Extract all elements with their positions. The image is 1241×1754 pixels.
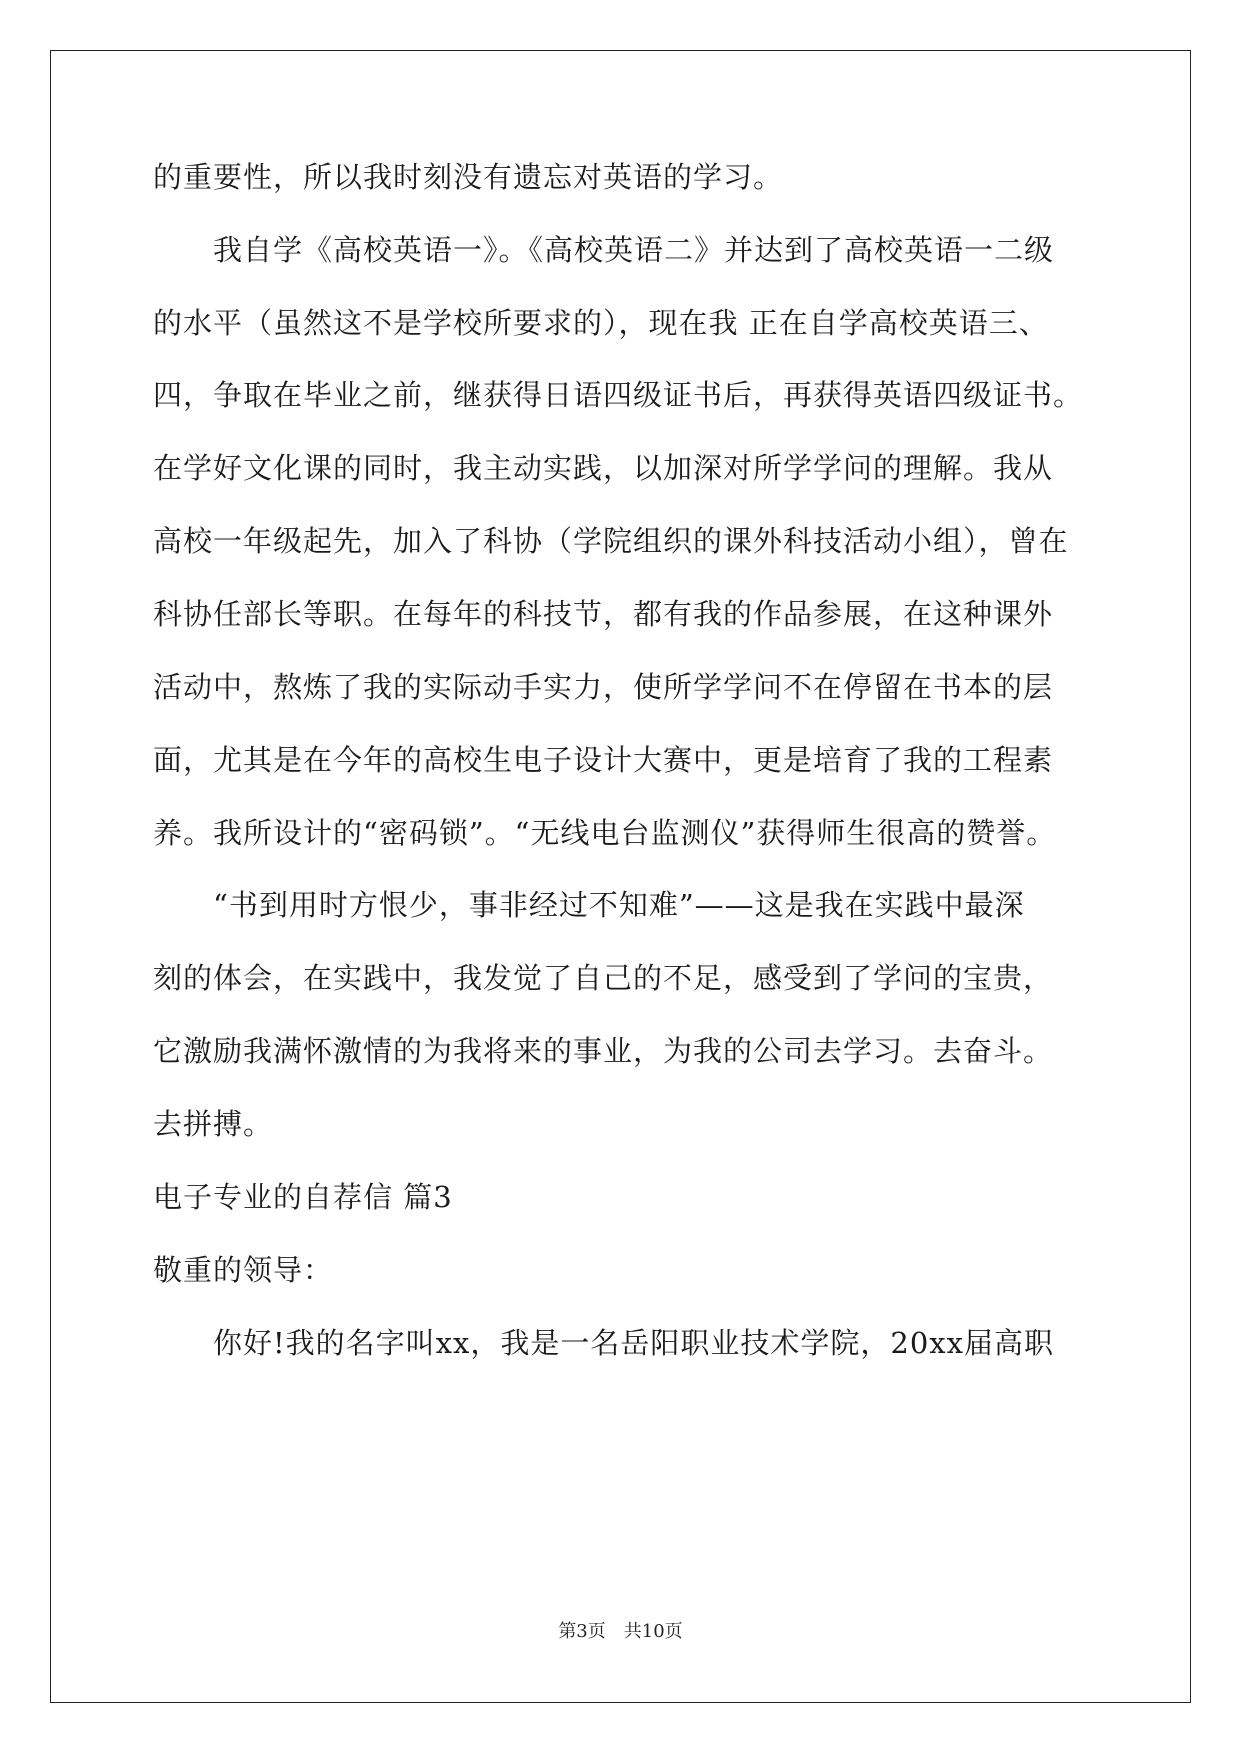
text-line: 的水平（虽然这不是学校所要求的），现在我 正在自学高校英语三、 [153, 306, 1049, 340]
text-line: “书到用时方恨少，事非经过不知难”——这是我在实践中最深 [213, 888, 1025, 922]
text-line: 的重要性，所以我时刻没有遗忘对英语的学习。 [153, 160, 784, 194]
text-line: 在学好文化课的同时，我主动实践，以加深对所学学问的理解。我从 [153, 451, 1054, 485]
text-line: 养。我所设计的“密码锁”。“无线电台监测仪”获得师生很高的赞誉。 [153, 816, 1057, 850]
text-line: 科协任部长等职。在每年的科技节，都有我的作品参展，在这种课外 [153, 597, 1054, 631]
text-line: 面，尤其是在今年的高校生电子设计大赛中，更是培育了我的工程素 [153, 743, 1054, 777]
page-border [50, 50, 1191, 1703]
text-line: 去拼搏。 [153, 1107, 274, 1141]
salutation: 敬重的领导： [153, 1253, 334, 1287]
text-line: 我自学《高校英语一》。《高校英语二》并达到了高校英语一二级 [213, 233, 1055, 267]
text-line: 高校一年级起先，加入了科协（学院组织的课外科技活动小组），曾在 [153, 524, 1069, 558]
text-line: 四，争取在毕业之前，继获得日语四级证书后，再获得英语四级证书。 [153, 378, 1084, 412]
section-heading: 电子专业的自荐信 篇3 [153, 1180, 453, 1214]
text-line: 它激励我满怀激情的为我将来的事业，为我的公司去学习。去奋斗。 [153, 1034, 1054, 1068]
text-line: 刻的体会，在实践中，我发觉了自己的不足，感受到了学问的宝贵， [153, 961, 1054, 995]
text-line: 你好!我的名字叫xx，我是一名岳阳职业技术学院，20xx届高职 [213, 1326, 1054, 1360]
text-line: 活动中，熬炼了我的实际动手实力，使所学学问不在停留在书本的层 [153, 670, 1054, 704]
page-number-footer: 第3页 共10页 [558, 1621, 683, 1642]
